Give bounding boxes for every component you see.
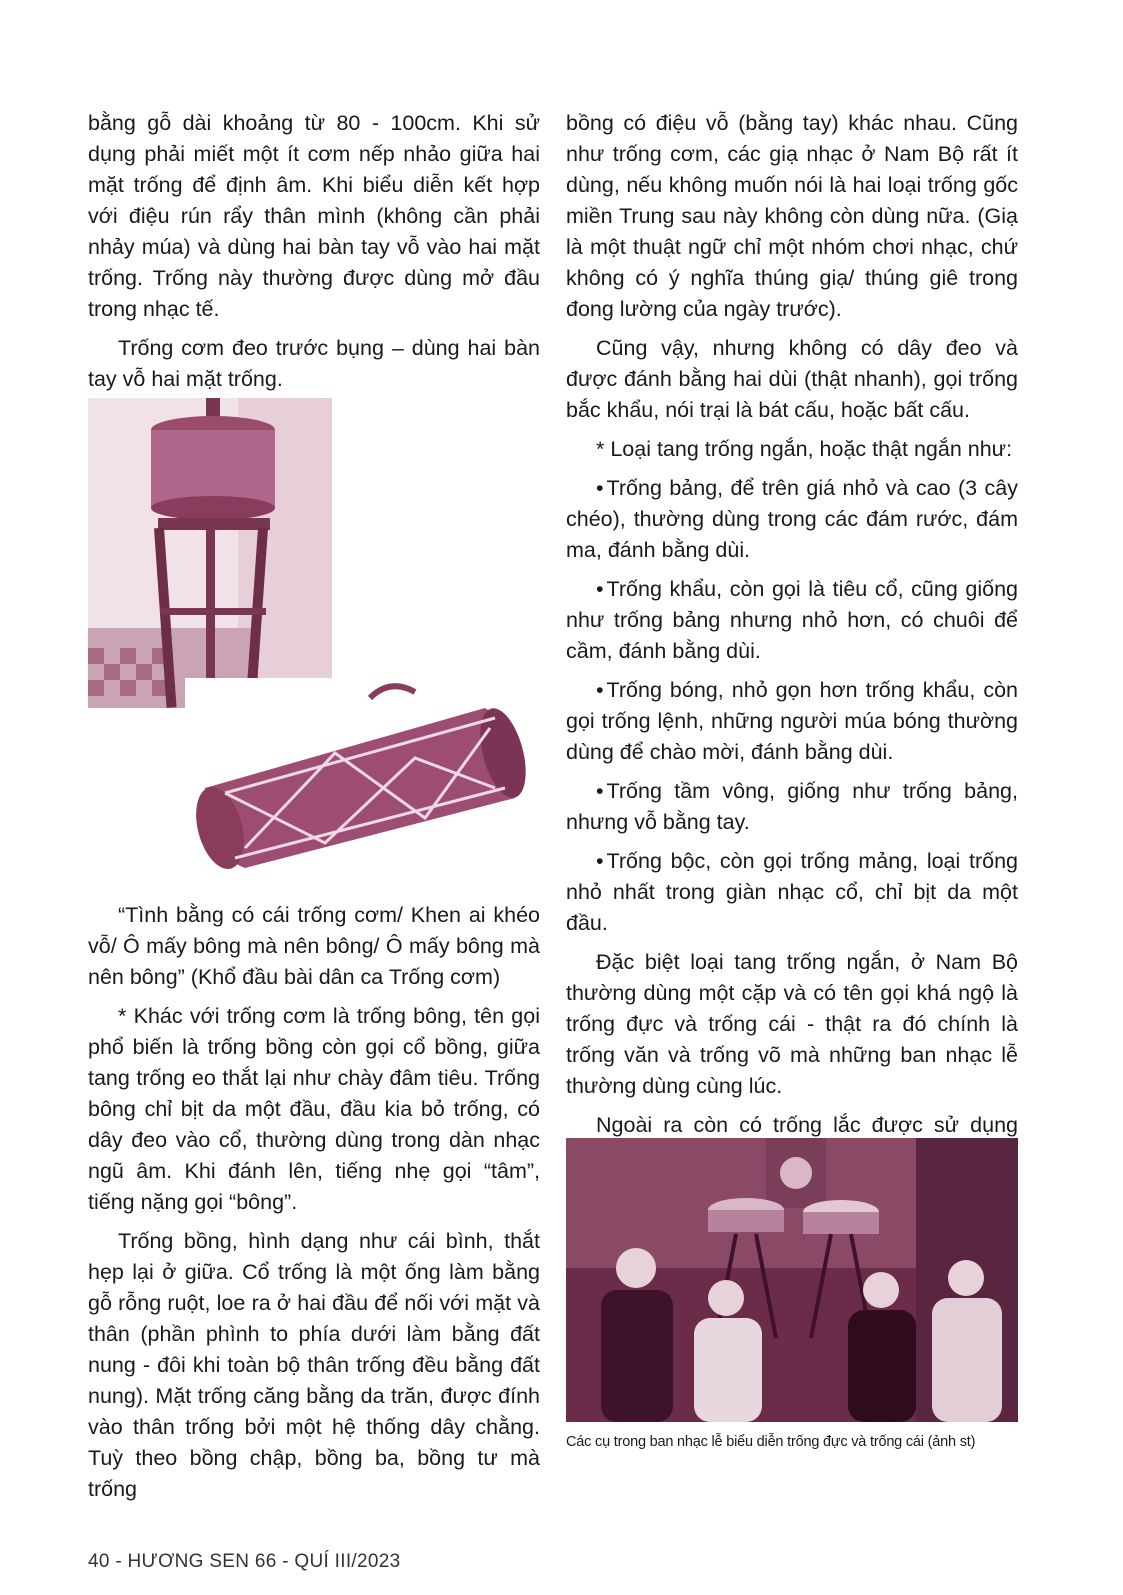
paragraph: Ngoài ra còn có trống lắc được sử dụng [596, 1113, 1018, 1137]
left-column [88, 108, 540, 403]
paragraph: bằng gỗ dài khoảng từ 80 - 100cm. Khi sử dụng phải miết một ít cơm nếp nhảo giữa hai mặt trống để định âm. Khi biểu diễn kết hợp với điệu rún rẩy thân mình (không cần phải nhảy múa) và dùng hai bàn tay vỗ vào hai mặt trống. Trống này thường được dùng mở đầu trong nhạc tế. [88, 111, 540, 321]
drum-on-stand-photo [88, 398, 332, 708]
bullet-item: • Trống bóng, nhỏ gọn hơn trống khẩu, còn gọi trống lệnh, những người múa bóng thường dùng để chào mời, đánh bằng dùi. [566, 675, 1018, 768]
photo-caption: Các cụ trong ban nhạc lễ biểu diễn trống đực và trống cái (ảnh st) [566, 1434, 976, 1450]
paragraph: * Loại tang trống ngắn, hoặc thật ngắn như: [596, 437, 1013, 461]
musicians-photo [566, 1138, 1018, 1422]
bullet-item: • Trống khẩu, còn gọi là tiêu cổ, cũng giống như trống bảng nhưng nhỏ hơn, có chuôi để cầm, đánh bằng dùi. [566, 574, 1018, 667]
long-drum-photo [185, 678, 535, 878]
paragraph: * Khác với trống cơm là trống bông, tên gọi phổ biến là trống bồng còn gọi cổ bồng, giữa tang trống eo thắt lại như chày đâm tiêu. Trống bông chỉ bịt da một đầu, đầu kia bỏ trống, có dây đeo vào cổ, thường dùng trong dàn nhạc ngũ âm. Khi đánh lên, tiếng nhẹ gọi “tâm”, tiếng nặng gọi “bông”. [88, 1004, 540, 1214]
right-column [566, 108, 1018, 1180]
paragraph: Đặc biệt loại tang trống ngắn, ở Nam Bộ thường dùng một cặp và có tên gọi khá ngộ là trống đực và trống cái - thật ra đó chính là trống văn và trống võ mà những ban nhạc lễ thường dùng cùng lúc. [566, 950, 1018, 1098]
bullet-item: • Trống tầm vông, giống như trống bảng, nhưng vỗ bằng tay. [566, 776, 1018, 838]
paragraph: Trống bồng, hình dạng như cái bình, thắt hẹp lại ở giữa. Cổ trống là một ống làm bằng gỗ rỗng ruột, loe ra ở hai đầu để nối với mặt và thân (phần phình to phía dưới làm bằng đất nung - đôi khi toàn bộ thân trống đều bằng đất nung). Mặt trống căng bằng da trăn, được đính vào thân trống bởi một hệ thống dây chằng. Tuỳ theo bồng chập, bồng ba, bồng tư mà trống [88, 1229, 540, 1501]
paragraph: bồng có điệu vỗ (bằng tay) khác nhau. Cũng như trống cơm, các giạ nhạc ở Nam Bộ rất ít dùng, nếu không muốn nói là hai loại trống gốc miền Trung sau này không còn dùng nữa. (Giạ là một thuật ngữ chỉ một nhóm chơi nhạc, chứ không có ý nghĩa thúng giạ/ thúng giê trong đong lường của ngày trước). [566, 111, 1018, 321]
paragraph: Cũng vậy, nhưng không có dây đeo và được đánh bằng hai dùi (thật nhanh), gọi trống bắc khẩu, nói trại là bát cấu, hoặc bất cấu. [566, 336, 1018, 422]
bullet-item: • Trống bộc, còn gọi trống mảng, loại trống nhỏ nhất trong giàn nhạc cổ, chỉ bịt da một đầu. [566, 846, 1018, 939]
page-footer: 40 - HƯƠNG SEN 66 - QUÍ III/2023 [88, 1551, 401, 1572]
left-column-lower [88, 900, 540, 1513]
paragraph: Trống cơm đeo trước bụng – dùng hai bàn tay vỗ hai mặt trống. [88, 336, 540, 391]
paragraph: “Tình bằng có cái trống cơm/ Khen ai khéo vỗ/ Ô mấy bông mà nên bông/ Ô mấy bông mà nên bông” (Khổ đầu bài dân ca Trống cơm) [88, 903, 540, 989]
bullet-item: • Trống bảng, để trên giá nhỏ và cao (3 cây chéo), thường dùng trong các đám rước, đám ma, đánh bằng dùi. [566, 473, 1018, 566]
